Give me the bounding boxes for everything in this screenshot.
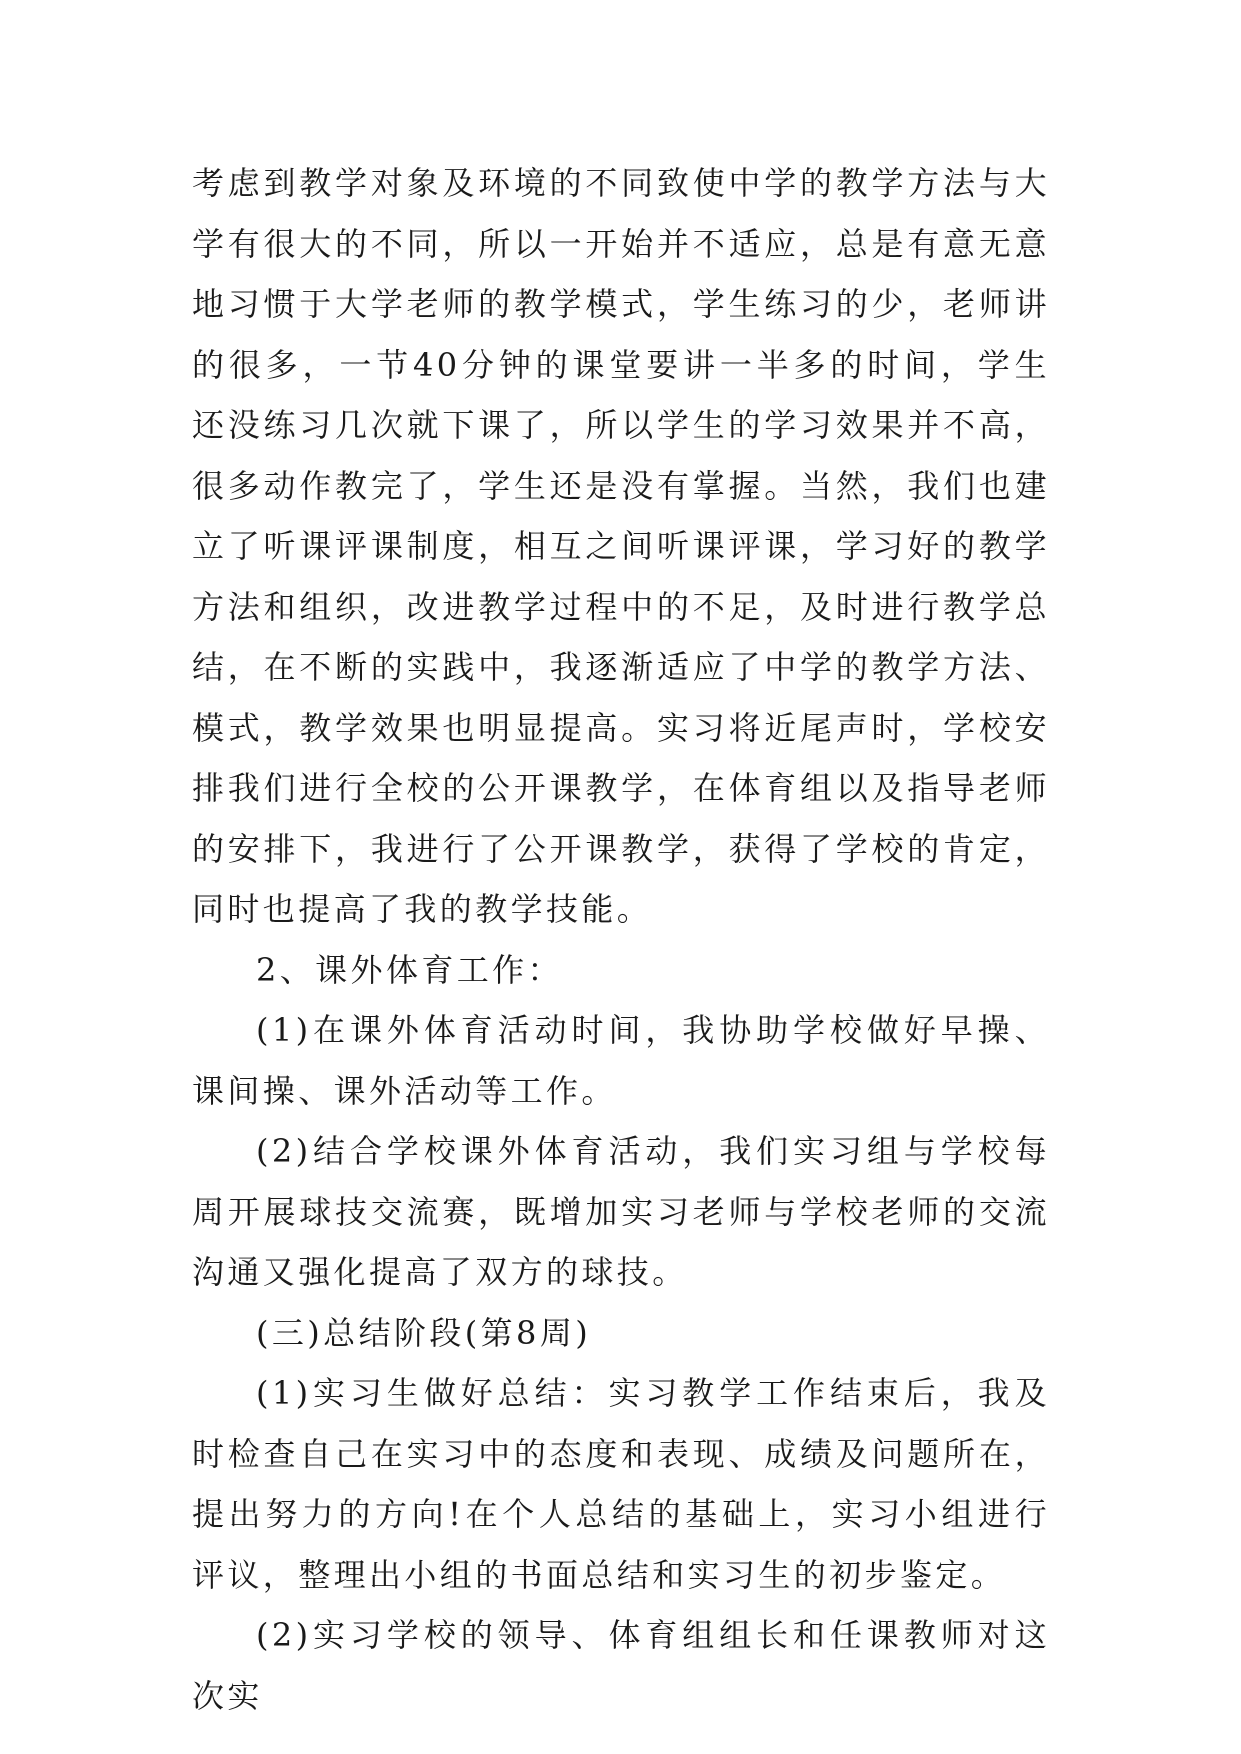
document-body bbox=[192, 153, 1050, 1726]
paragraph-item-1-morning-exercise: (1)在课外体育活动时间，我协助学校做好早操、课间操、课外活动等工作。 bbox=[192, 1011, 1050, 1110]
heading-summary-stage: (三)总结阶段(第8周) bbox=[256, 1313, 592, 1352]
paragraph-teaching-methods: 考虑到教学对象及环境的不同致使中学的教学方法与大学有很大的不同，所以一开始并不适应，总是有意无意地习惯于大学老师的教学模式，学生练习的少，老师讲的很多，一节40分钟的课堂要讲一半多的时间，学生还没练习几次就下课了，所以学生的学习效果并不高，很多动作教完了，学生还是没有掌握。当然，我们也建立了听课评课制度，相互之间听课评课，学习好的教学方法和组织，改进教学过程中的不足，及时进行教学总结，在不断的实践中，我逐渐适应了中学的教学方法、模式，教学效果也明显提高。实习将近尾声时，学校安排我们进行全校的公开课教学，在体育组以及指导老师的安排下，我进行了公开课教学，获得了学校的肯定，同时也提高了我的教学技能。 bbox=[192, 164, 1050, 928]
paragraph-item-2-ball-games: (2)结合学校课外体育活动，我们实习组与学校每周开展球技交流赛，既增加实习老师与学校老师的交流沟通又强化提高了双方的球技。 bbox=[192, 1132, 1050, 1291]
paragraph-item-1-intern-summary: (1)实习生做好总结：实习教学工作结束后，我及时检查自己在实习中的态度和表现、成绩及问题所在，提出努力的方向!在个人总结的基础上，实习小组进行评议，整理出小组的书面总结和实习生的初步鉴定。 bbox=[192, 1374, 1050, 1594]
paragraph-item-2-school-evaluation: (2)实习学校的领导、体育组组长和任课教师对这次实 bbox=[192, 1616, 1050, 1715]
heading-extracurricular-pe: 2、课外体育工作： bbox=[256, 950, 563, 989]
